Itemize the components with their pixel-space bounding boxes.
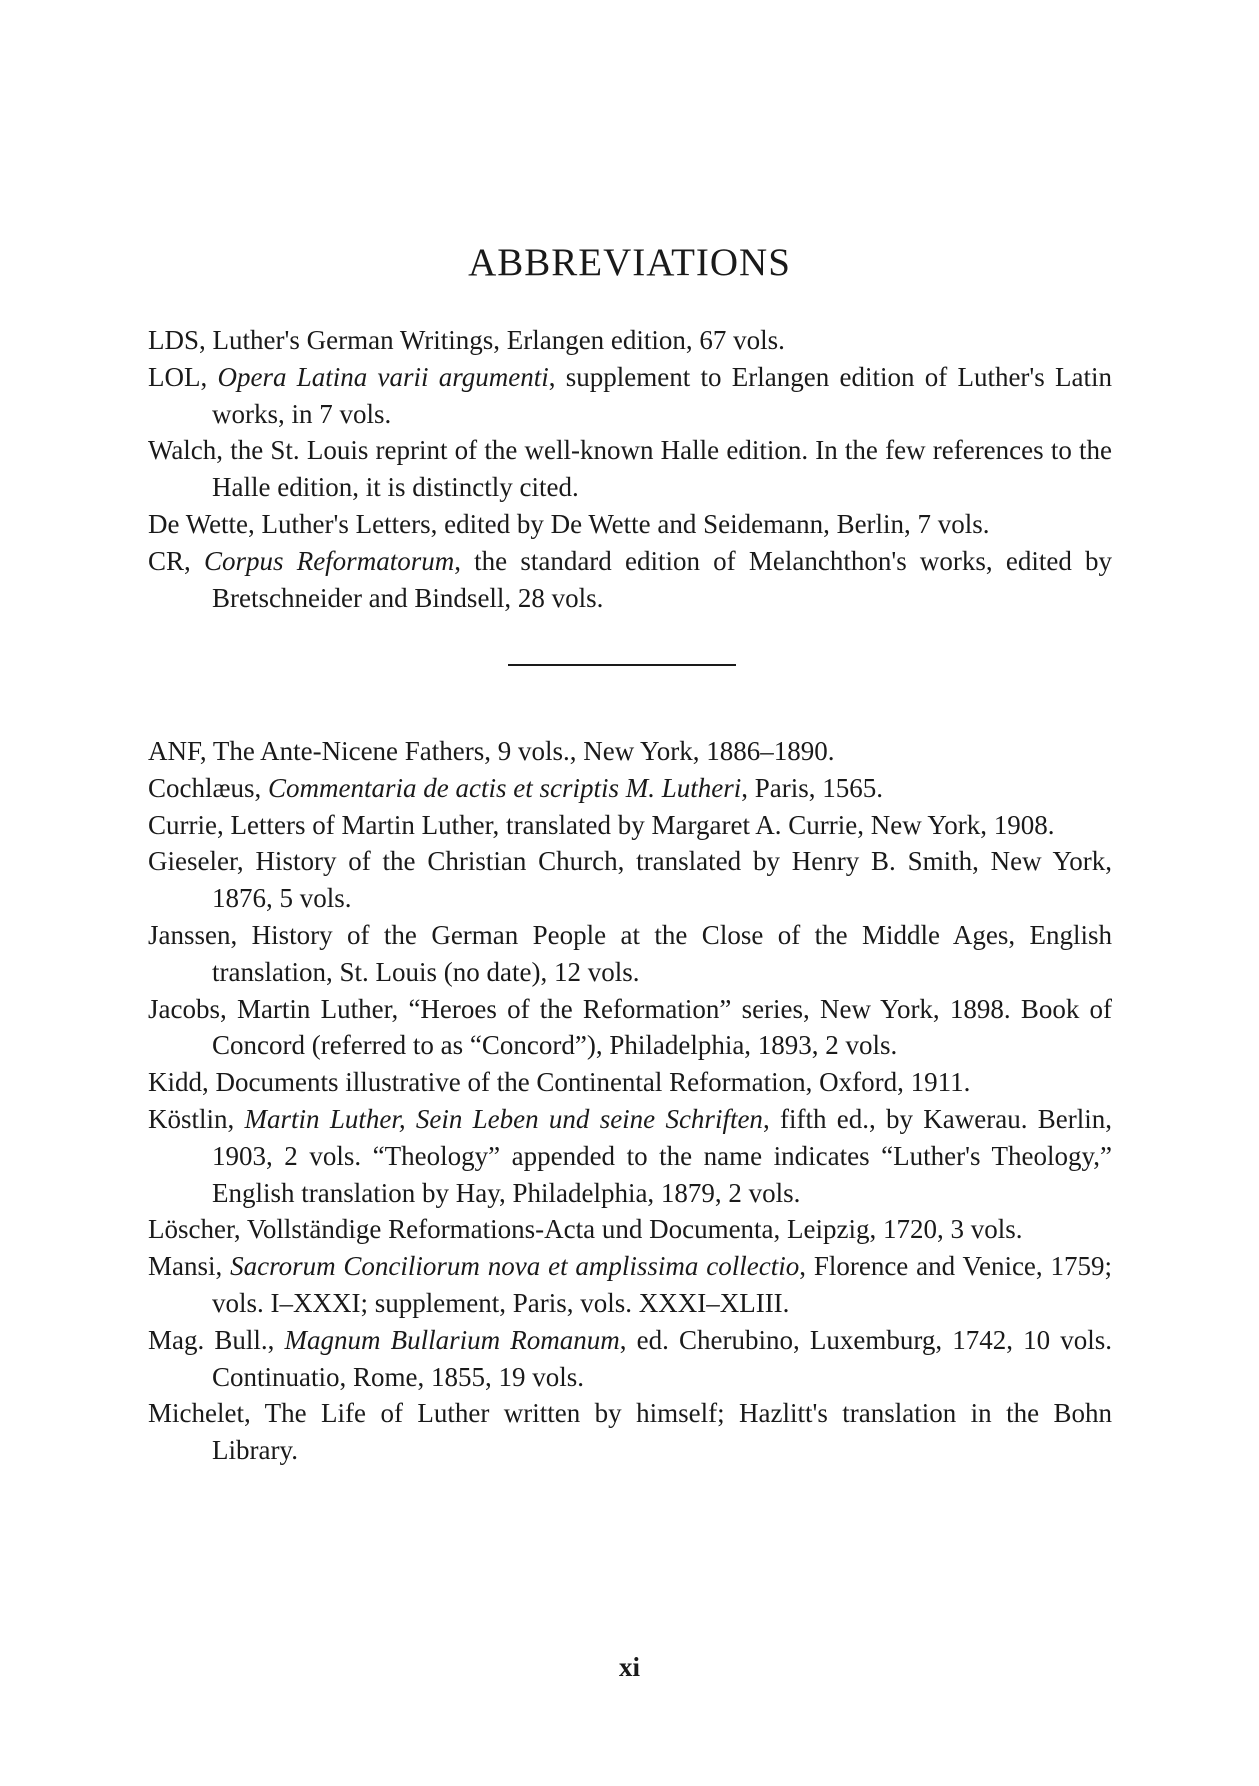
abbreviation-entry: Cochlæus, Commentaria de actis et scriptis M. Lutheri, Paris, 1565. (148, 772, 883, 803)
entry-abbr: ANF (148, 736, 200, 766)
entry-text: , the standard edition of Melanchthon's works, edited by Bretschneider and Bindsell, 28 vols. (212, 545, 1113, 613)
abbreviation-entry: Walch, the St. Louis reprint of the well-known Halle edition. In the few references to the Halle edition, it is distinctly cited. (148, 435, 1112, 503)
abbreviation-entry: ANF, The Ante-Nicene Fathers, 9 vols., New York, 1886–1890. (148, 736, 835, 766)
entry-abbr: Mag. Bull. (148, 1324, 268, 1355)
entry-abbr: Michelet (148, 1398, 244, 1429)
page-number: xi (618, 1652, 640, 1682)
abbreviation-entry: Gieseler, History of the Christian Church, translated by Henry B. Smith, New York, 1876, 5 vols. (148, 846, 1112, 914)
abbreviation-entry: Mag. Bull., Magnum Bullarium Romanum, ed. Cherubino, Luxemburg, 1742, 10 vols. Continuatio, Rome, 1855, 19 vols. (148, 1324, 1113, 1392)
entry-text: Vollständige Reformations-Acta und Documenta, Leipzig, 1720, 3 vols. (246, 1214, 1023, 1245)
entry-abbr: LDS (148, 325, 200, 355)
abbreviation-entry: Janssen, History of the German People at the Close of the Middle Ages, English translation, St. Louis (no date), 12 vols. (148, 919, 1113, 987)
entry-text: The Life of Luther written by himself; Hazlitt's translation in the Bohn Library. (212, 1398, 1112, 1466)
entry-italic-title: Magnum Bullarium Romanum (284, 1324, 620, 1355)
abbreviation-entry: LOL, Opera Latina varii argumenti, supplement to Erlangen edition of Luther's Latin works, in 7 vols. (148, 361, 1113, 429)
page-title: ABBREVIATIONS (468, 241, 791, 284)
entry-italic-title: Martin Luther, Sein Leben und seine Schriften (244, 1103, 763, 1134)
section-divider (508, 664, 736, 666)
abbreviation-entry: Löscher, Vollständige Reformations-Acta und Documenta, Leipzig, 1720, 3 vols. (148, 1214, 1023, 1245)
entry-abbr: Walch (148, 435, 217, 466)
entry-abbr: Currie (148, 809, 217, 840)
abbreviation-entry: Jacobs, Martin Luther, “Heroes of the Reformation” series, New York, 1898. Book of Concord (referred to as “Concord”), Philadelphia, 1893, 2 vols. (148, 993, 1113, 1061)
entry-text: the St. Louis reprint of the well-known Halle edition. In the few references to the Halle edition, it is distinctly cited. (212, 435, 1112, 503)
entry-text: Letters of Martin Luther, translated by Margaret A. Currie, New York, 1908. (230, 809, 1055, 840)
entry-italic-title: Sacrorum Conciliorum nova et amplissima collectio (230, 1251, 800, 1282)
entry-text: Documents illustrative of the Continental Reformation, Oxford, 1911. (215, 1067, 971, 1098)
entry-abbr: CR (148, 545, 185, 576)
abbreviation-entry: Mansi, Sacrorum Conciliorum nova et amplissima collectio, Florence and Venice, 1759; vols. I–XXXI; supplement, Paris, vols. XXXI–XLIII. (148, 1251, 1113, 1318)
entry-text: , fifth ed., by Kawerau. Berlin, 1903, 2 vols. “Theology” appended to the name indicates “Luther's Theology,” English translation by Hay, Philadelphia, 1879, 2 vols. (212, 1103, 1112, 1208)
entry-abbr: LOL (148, 361, 201, 392)
entry-italic-title: Commentaria de actis et scriptis M. Lutheri (268, 772, 742, 803)
entry-text: , Paris, 1565. (741, 772, 883, 803)
entry-italic-title: Opera Latina varii argumenti (217, 361, 549, 392)
entry-abbr: Gieseler (148, 846, 237, 877)
abbreviation-list-primary (148, 322, 1112, 616)
entry-text: , Florence and Venice, 1759; vols. I–XXXI; supplement, Paris, vols. XXXI–XLIII. (212, 1251, 1113, 1318)
entry-abbr: Köstlin (148, 1103, 228, 1134)
abbreviation-entry: CR, Corpus Reformatorum, the standard edition of Melanchthon's works, edited by Bretschneider and Bindsell, 28 vols. (148, 545, 1113, 613)
abbreviation-entry: Currie, Letters of Martin Luther, translated by Margaret A. Currie, New York, 1908. (148, 809, 1055, 840)
entry-text: Martin Luther, “Heroes of the Reformation” series, New York, 1898. Book of Concord (referred to as “Concord”), Philadelphia, 1893, 2 vols. (212, 993, 1113, 1061)
entry-abbr: Kidd (148, 1067, 202, 1098)
entry-text: Luther's German Writings, Erlangen edition, 67 vols. (212, 325, 785, 355)
entry-text: History of the Christian Church, translated by Henry B. Smith, New York, 1876, 5 vols. (212, 846, 1112, 914)
entry-abbr: Jacobs (148, 993, 220, 1024)
abbreviation-entry: De Wette, Luther's Letters, edited by De Wette and Seidemann, Berlin, 7 vols. (148, 508, 990, 539)
abbreviation-entry: Michelet, The Life of Luther written by himself; Hazlitt's translation in the Bohn Library. (148, 1398, 1112, 1466)
entry-abbr: De Wette (148, 508, 249, 539)
entry-text: The Ante-Nicene Fathers, 9 vols., New York, 1886–1890. (212, 736, 835, 766)
entry-text: Luther's Letters, edited by De Wette and Seidemann, Berlin, 7 vols. (261, 508, 990, 539)
entry-text: , ed. Cherubino, Luxemburg, 1742, 10 vols. Continuatio, Rome, 1855, 19 vols. (212, 1324, 1113, 1392)
entry-abbr: Cochlæus (148, 772, 255, 803)
entry-abbr: Mansi (148, 1251, 216, 1282)
abbreviation-list-secondary (148, 733, 1112, 1469)
abbreviation-entry: Kidd, Documents illustrative of the Continental Reformation, Oxford, 1911. (148, 1067, 971, 1098)
entry-text: History of the German People at the Close of the Middle Ages, English translation, St. Louis (no date), 12 vols. (212, 919, 1113, 987)
entry-abbr: Löscher (148, 1214, 234, 1245)
entry-abbr: Janssen (148, 919, 231, 950)
entry-text: , supplement to Erlangen edition of Luther's Latin works, in 7 vols. (212, 361, 1113, 429)
abbreviation-entry: Köstlin, Martin Luther, Sein Leben und seine Schriften, fifth ed., by Kawerau. Berlin, 1903, 2 vols. “Theology” appended to the name indicates “Luther's Theology,” English translation by Hay, Philadelphia, 1879, 2 vols. (148, 1103, 1112, 1208)
entry-italic-title: Corpus Reformatorum (203, 545, 455, 576)
abbreviation-entry: LDS, Luther's German Writings, Erlangen edition, 67 vols. (148, 325, 785, 355)
